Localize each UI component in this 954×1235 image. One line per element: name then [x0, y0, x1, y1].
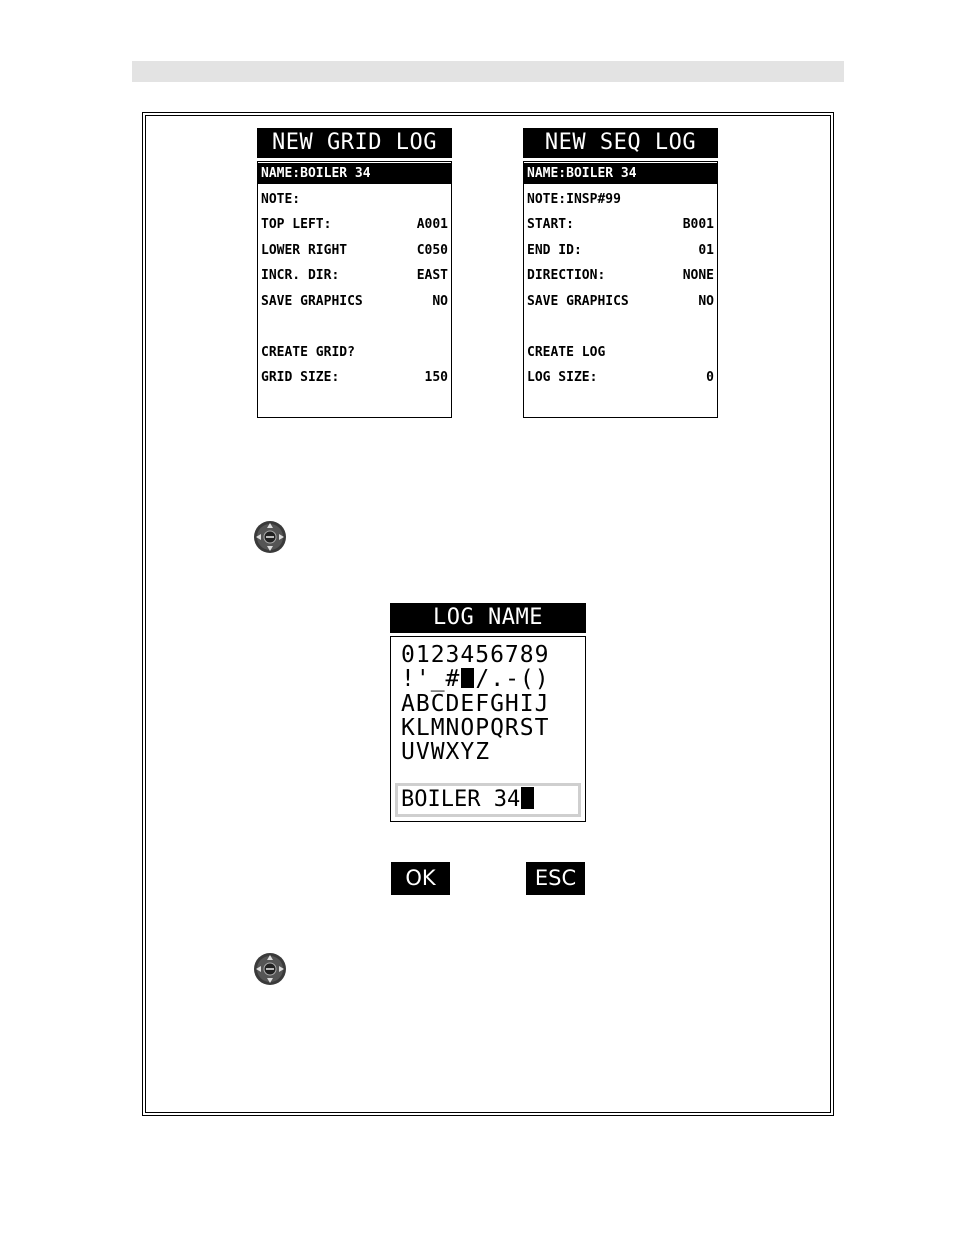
seq-log-panel [523, 161, 718, 418]
ok-button[interactable]: OK [391, 862, 450, 895]
keyboard-digits-row[interactable]: 0123456789 [401, 642, 550, 668]
keyboard-row-u-z[interactable]: UVWXYZ [401, 739, 491, 765]
grid-note-row[interactable]: NOTE: [261, 192, 301, 207]
log-name-title: LOG NAME [390, 603, 586, 633]
grid-name-row[interactable]: NAME:BOILER 34 [258, 163, 451, 184]
grid-lower-right-row[interactable]: LOWER RIGHT C050 [261, 243, 448, 258]
text-cursor [521, 787, 534, 809]
seq-log-title: NEW SEQ LOG [523, 128, 718, 158]
seq-direction-row[interactable]: DIRECTION: NONE [527, 268, 714, 283]
dpad-enter-icon [253, 520, 287, 554]
keyboard-symbols-row[interactable]: !'_# /.-() [401, 666, 550, 692]
keyboard-row-a-j[interactable]: ABCDEFGHIJ [401, 691, 550, 717]
grid-log-panel [257, 161, 452, 418]
seq-size-row: LOG SIZE: 0 [527, 370, 714, 385]
seq-end-id-row[interactable]: END ID: 01 [527, 243, 714, 258]
keyboard-row-k-t[interactable]: KLMNOPQRST [401, 715, 550, 741]
dpad-enter-icon [253, 952, 287, 986]
log-name-input[interactable]: BOILER 34 [395, 783, 581, 817]
esc-button[interactable]: ESC [526, 862, 585, 895]
seq-start-row[interactable]: START: B001 [527, 217, 714, 232]
keyboard-cursor[interactable] [461, 668, 474, 688]
grid-top-left-row[interactable]: TOP LEFT: A001 [261, 217, 448, 232]
seq-name-row[interactable]: NAME:BOILER 34 [524, 163, 717, 184]
seq-save-graphics-row[interactable]: SAVE GRAPHICS NO [527, 294, 714, 309]
seq-note-row[interactable]: NOTE:INSP#99 [527, 192, 621, 207]
grid-create-row[interactable]: CREATE GRID? [261, 345, 355, 360]
seq-create-row[interactable]: CREATE LOG [527, 345, 606, 360]
page-header-bar [132, 61, 844, 82]
grid-save-graphics-row[interactable]: SAVE GRAPHICS NO [261, 294, 448, 309]
grid-size-row: GRID SIZE: 150 [261, 370, 448, 385]
grid-incr-dir-row[interactable]: INCR. DIR: EAST [261, 268, 448, 283]
grid-log-title: NEW GRID LOG [257, 128, 452, 158]
log-name-keyboard [390, 636, 586, 822]
